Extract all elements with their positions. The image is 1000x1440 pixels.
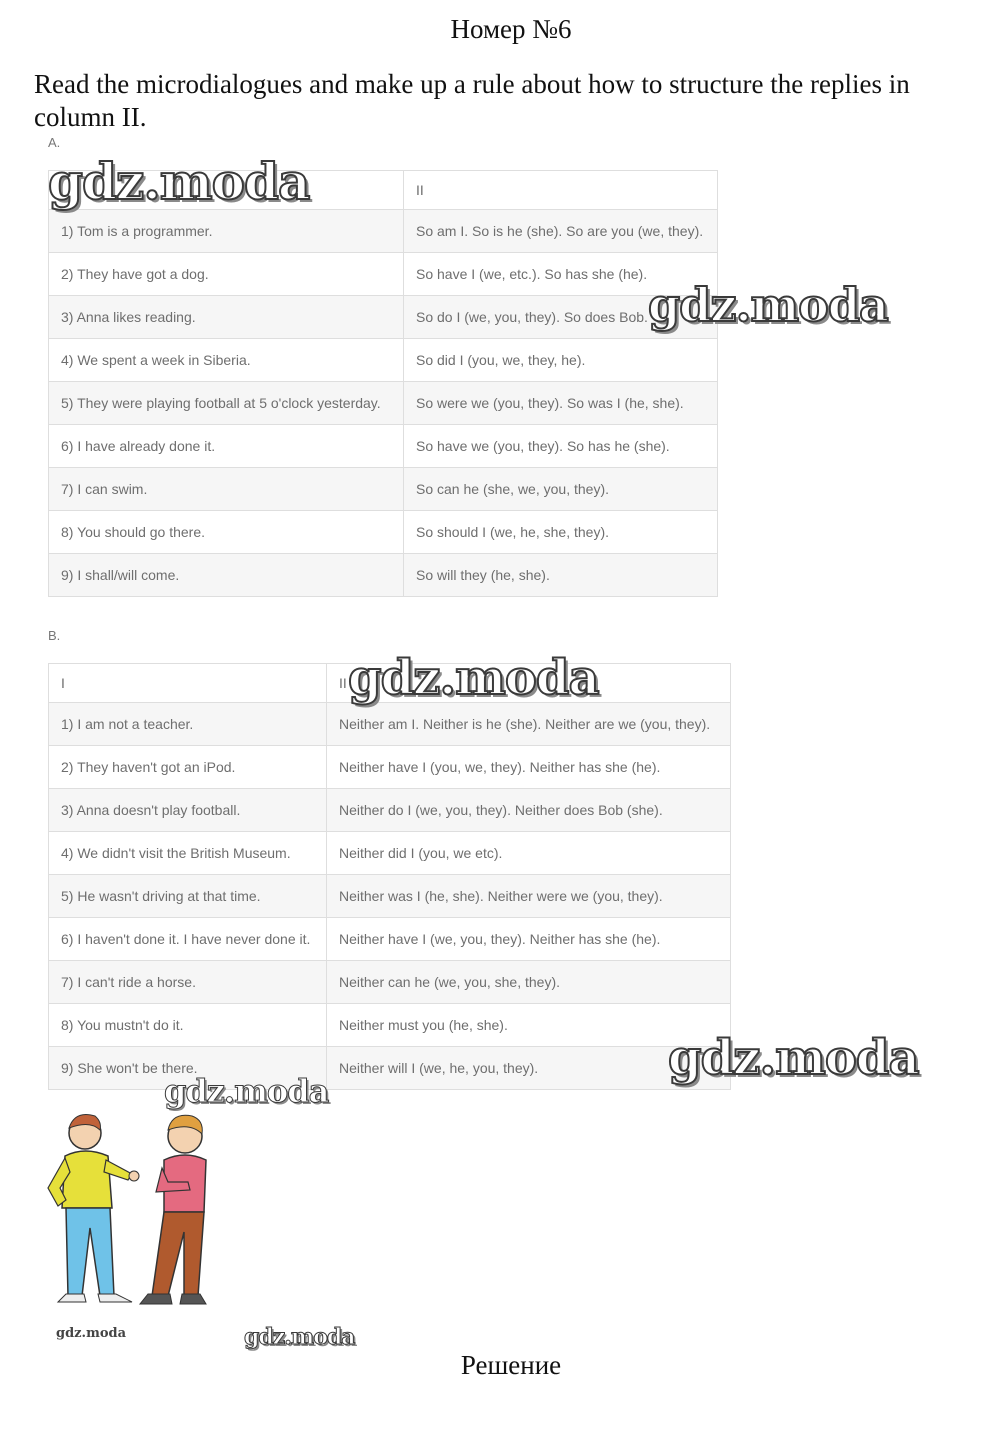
reply-cell: Neither was I (he, she). Neither were we (you, they). (327, 875, 731, 918)
reply-cell: Neither have I (you, we, they). Neither has she (he). (327, 746, 731, 789)
statement-cell: 8) You should go there. (49, 511, 404, 554)
table-a (48, 170, 718, 597)
reply-cell: Neither will I (we, he, you, they). (327, 1047, 731, 1090)
watermark-7: gdz.moda (244, 1324, 355, 1350)
statement-cell: 9) She won't be there. (49, 1047, 327, 1090)
reply-cell: Neither must you (he, she). (327, 1004, 731, 1047)
statement-cell: 7) I can swim. (49, 468, 404, 511)
table-row (49, 1004, 731, 1047)
table-row (49, 253, 718, 296)
page-title: Номер №6 (450, 14, 572, 44)
table-row (49, 511, 718, 554)
column-header-ii: II (327, 664, 731, 703)
reply-cell: Neither do I (we, you, they). Neither does Bob (she). (327, 789, 731, 832)
two-boys-illustration (40, 1108, 230, 1318)
statement-cell: 4) We spent a week in Siberia. (49, 339, 404, 382)
statement-cell: 2) They haven't got an iPod. (49, 746, 327, 789)
statement-cell: 1) I am not a teacher. (49, 703, 327, 746)
statement-cell: 1) Tom is a programmer. (49, 210, 404, 253)
statement-cell: 3) Anna likes reading. (49, 296, 404, 339)
statement-cell: 2) They have got a dog. (49, 253, 404, 296)
reply-cell: So have I (we, etc.). So has she (he). (404, 253, 718, 296)
reply-cell: So should I (we, he, she, they). (404, 511, 718, 554)
watermark-1: gdz.moda (48, 152, 310, 211)
reply-cell: So can he (she, we, you, they). (404, 468, 718, 511)
table-row (49, 554, 718, 597)
table-row (49, 296, 718, 339)
instruction-text: Read the microdialogues and make up a rule about how to structure the replies in column II. (34, 69, 910, 132)
statement-cell: 4) We didn't visit the British Museum. (49, 832, 327, 875)
table-row (49, 875, 731, 918)
statement-cell: 3) Anna doesn't play football. (49, 789, 327, 832)
table-row (49, 961, 731, 1004)
table-row (49, 382, 718, 425)
table-row (49, 789, 731, 832)
reply-cell: So am I. So is he (she). So are you (we, they). (404, 210, 718, 253)
table-row (49, 1047, 731, 1090)
table-row (49, 339, 718, 382)
section-b-label: B. (48, 628, 61, 643)
statement-cell: 9) I shall/will come. (49, 554, 404, 597)
statement-cell: 5) He wasn't driving at that time. (49, 875, 327, 918)
table-row (49, 703, 731, 746)
reply-cell: So do I (we, you, they). So does Bob. (404, 296, 718, 339)
table-b (48, 663, 731, 1090)
statement-cell: 7) I can't ride a horse. (49, 961, 327, 1004)
table-row (49, 918, 731, 961)
section-a-label: A. (48, 135, 61, 150)
reply-cell: So will they (he, she). (404, 554, 718, 597)
column-header-ii: II (404, 171, 718, 210)
statement-cell: 8) You mustn't do it. (49, 1004, 327, 1047)
table-row (49, 832, 731, 875)
boy-right-figure (140, 1115, 206, 1304)
watermark-3: gdz.moda (348, 650, 599, 706)
reply-cell: Neither am I. Neither is he (she). Neither are we (you, they). (327, 703, 731, 746)
reply-cell: Neither did I (you, we etc). (327, 832, 731, 875)
column-header-i: I (49, 664, 327, 703)
statement-cell: 6) I have already done it. (49, 425, 404, 468)
solution-heading: Решение (460, 1350, 562, 1380)
reply-cell: So were we (you, they). So was I (he, she). (404, 382, 718, 425)
table-row (49, 468, 718, 511)
watermark-2: gdz.moda (648, 278, 888, 332)
table-row (49, 746, 731, 789)
reply-cell: Neither have I (we, you, they). Neither has she (he). (327, 918, 731, 961)
reply-cell: Neither can he (we, you, she, they). (327, 961, 731, 1004)
table-row (49, 210, 718, 253)
watermark-5: gdz.moda (164, 1072, 329, 1110)
statement-cell: 5) They were playing football at 5 o'clock yesterday. (49, 382, 404, 425)
statement-cell: 6) I haven't done it. I have never done it. (49, 918, 327, 961)
watermark-4: gdz.moda (668, 1030, 919, 1086)
reply-cell: So have we (you, they). So has he (she). (404, 425, 718, 468)
table-row (49, 425, 718, 468)
reply-cell: So did I (you, we, they, he). (404, 339, 718, 382)
boy-left-figure (48, 1115, 139, 1303)
watermark-6: gdz.moda (56, 1326, 127, 1341)
